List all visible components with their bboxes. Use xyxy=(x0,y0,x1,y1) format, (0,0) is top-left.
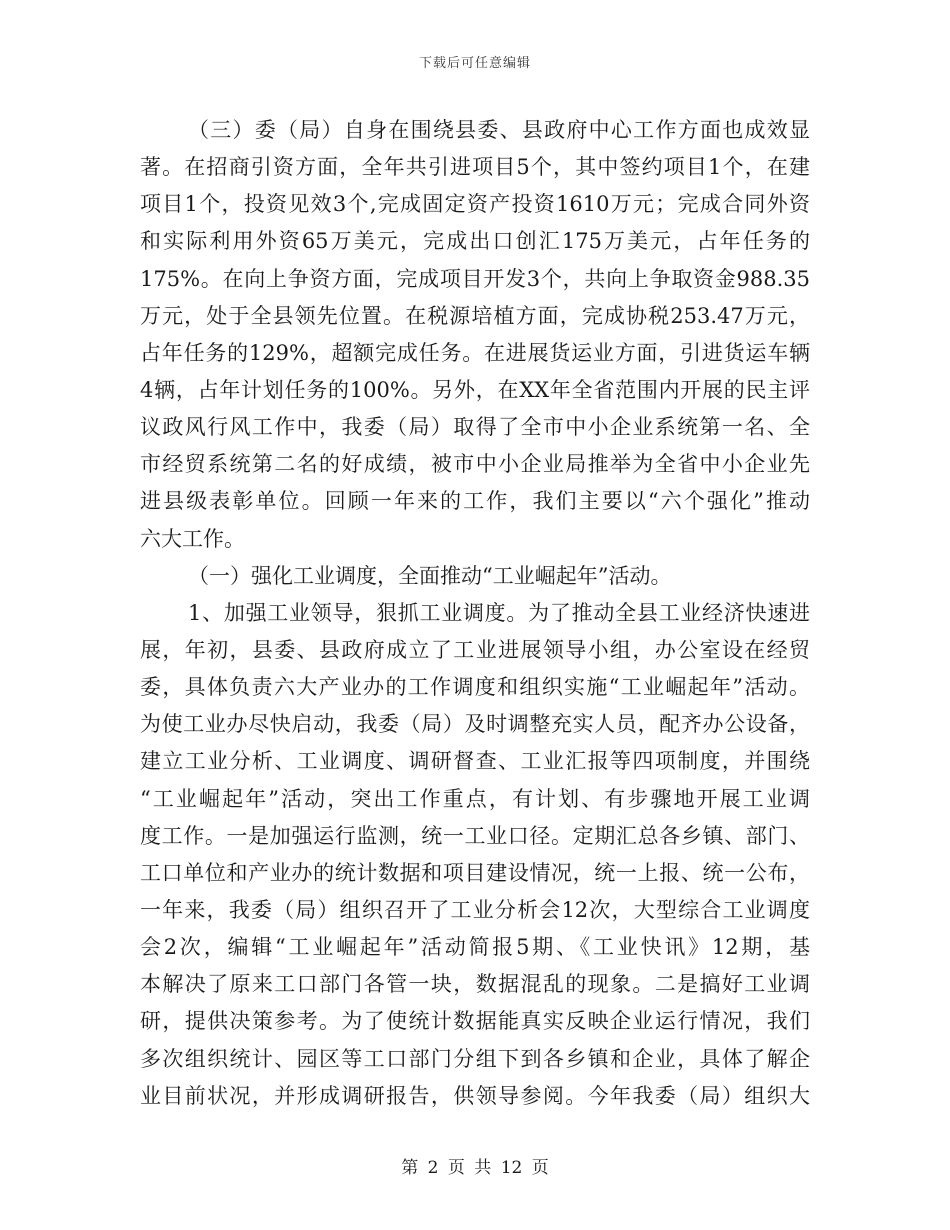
paragraph-line: 议政风行风工作中，我委（局）取得了全市中小企业系统第一名、全 xyxy=(140,415,810,440)
paragraph-line: 为使工业办尽快启动，我委（局）及时调整充实人员，配齐办公设备， xyxy=(140,712,810,737)
page-header: 下载后可任意编辑 xyxy=(418,56,531,71)
paragraph-line: 和实际利用外资65万美元，完成出口创汇175万美元，占年任务的 xyxy=(140,229,810,254)
paragraph-line: 4辆，占年计划任务的100%。另外，在XX年全省范围内开展的民主评 xyxy=(140,377,810,402)
paragraph-line: 一年来，我委（局）组织召开了工业分析会12次，大型综合工业调度 xyxy=(140,897,810,922)
document-body xyxy=(140,112,810,1115)
paragraph-line: 展，年初，县委、县政府成立了工业进展领导小组，办公室设在经贸 xyxy=(140,637,810,662)
section-heading: （一）强化工业调度，全面推动“工业崛起年”活动。 xyxy=(188,563,672,588)
paragraph-line: 多次组织统计、园区等工口部门分组下到各乡镇和企业，具体了解企 xyxy=(140,1046,810,1071)
paragraph-line: 市经贸系统第二名的好成绩，被市中小企业局推举为全省中小企业先 xyxy=(140,452,810,477)
paragraph-line: 占年任务的129%，超额完成任务。在进展货运业方面，引进货运车辆 xyxy=(140,340,810,365)
paragraph-line: 委，具体负责六大产业办的工作调度和组织实施“工业崛起年”活动。 xyxy=(140,675,810,700)
paragraph-line: 175%。在向上争资方面，完成项目开发3个，共向上争取资金988.35 xyxy=(140,266,810,291)
paragraph-line: 建立工业分析、工业调度、调研督查、工业汇报等四项制度，并围绕 xyxy=(140,749,810,774)
paragraph-line: 项目1个，投资见效3个,完成固定资产投资1610万元；完成合同外资 xyxy=(140,192,810,217)
paragraph-line: 六大工作。 xyxy=(140,526,245,551)
paragraph-line: “工业崛起年”活动，突出工作重点，有计划、有步骤地开展工业调 xyxy=(140,786,810,811)
paragraph-line: 研，提供决策参考。为了使统计数据能真实反映企业运行情况，我们 xyxy=(140,1009,810,1034)
page-footer: 第 2 页 共 12 页 xyxy=(401,1158,549,1178)
paragraph-line: 工口单位和产业办的统计数据和项目建设情况，统一上报、统一公布， xyxy=(140,860,810,885)
paragraph-line: 会2次，编辑“工业崛起年”活动简报5期、《工业快讯》12期，基 xyxy=(140,935,810,960)
paragraph-line: 进县级表彰单位。回顾一年来的工作，我们主要以“六个强化”推动 xyxy=(140,489,810,514)
paragraph-line: （三）委（局）自身在围绕县委、县政府中心工作方面也成效显 xyxy=(188,118,810,142)
paragraph-line: 本解决了原来工口部门各管一块，数据混乱的现象。二是搞好工业调 xyxy=(140,972,810,997)
paragraph-line: 业目前状况，并形成调研报告，供领导参阅。今年我委（局）组织大 xyxy=(140,1083,810,1108)
paragraph-line: 度工作。一是加强运行监测，统一工业口径。定期汇总各乡镇、部门、 xyxy=(140,823,810,848)
paragraph-line: 著。在招商引资方面，全年共引进项目5个，其中签约项目1个，在建 xyxy=(140,155,810,180)
paragraph-line: 万元，处于全县领先位置。在税源培植方面，完成协税253.47万元， xyxy=(140,303,810,328)
paragraph-line: 1、加强工业领导，狠抓工业调度。为了推动全县工业经济快速进 xyxy=(188,600,810,625)
